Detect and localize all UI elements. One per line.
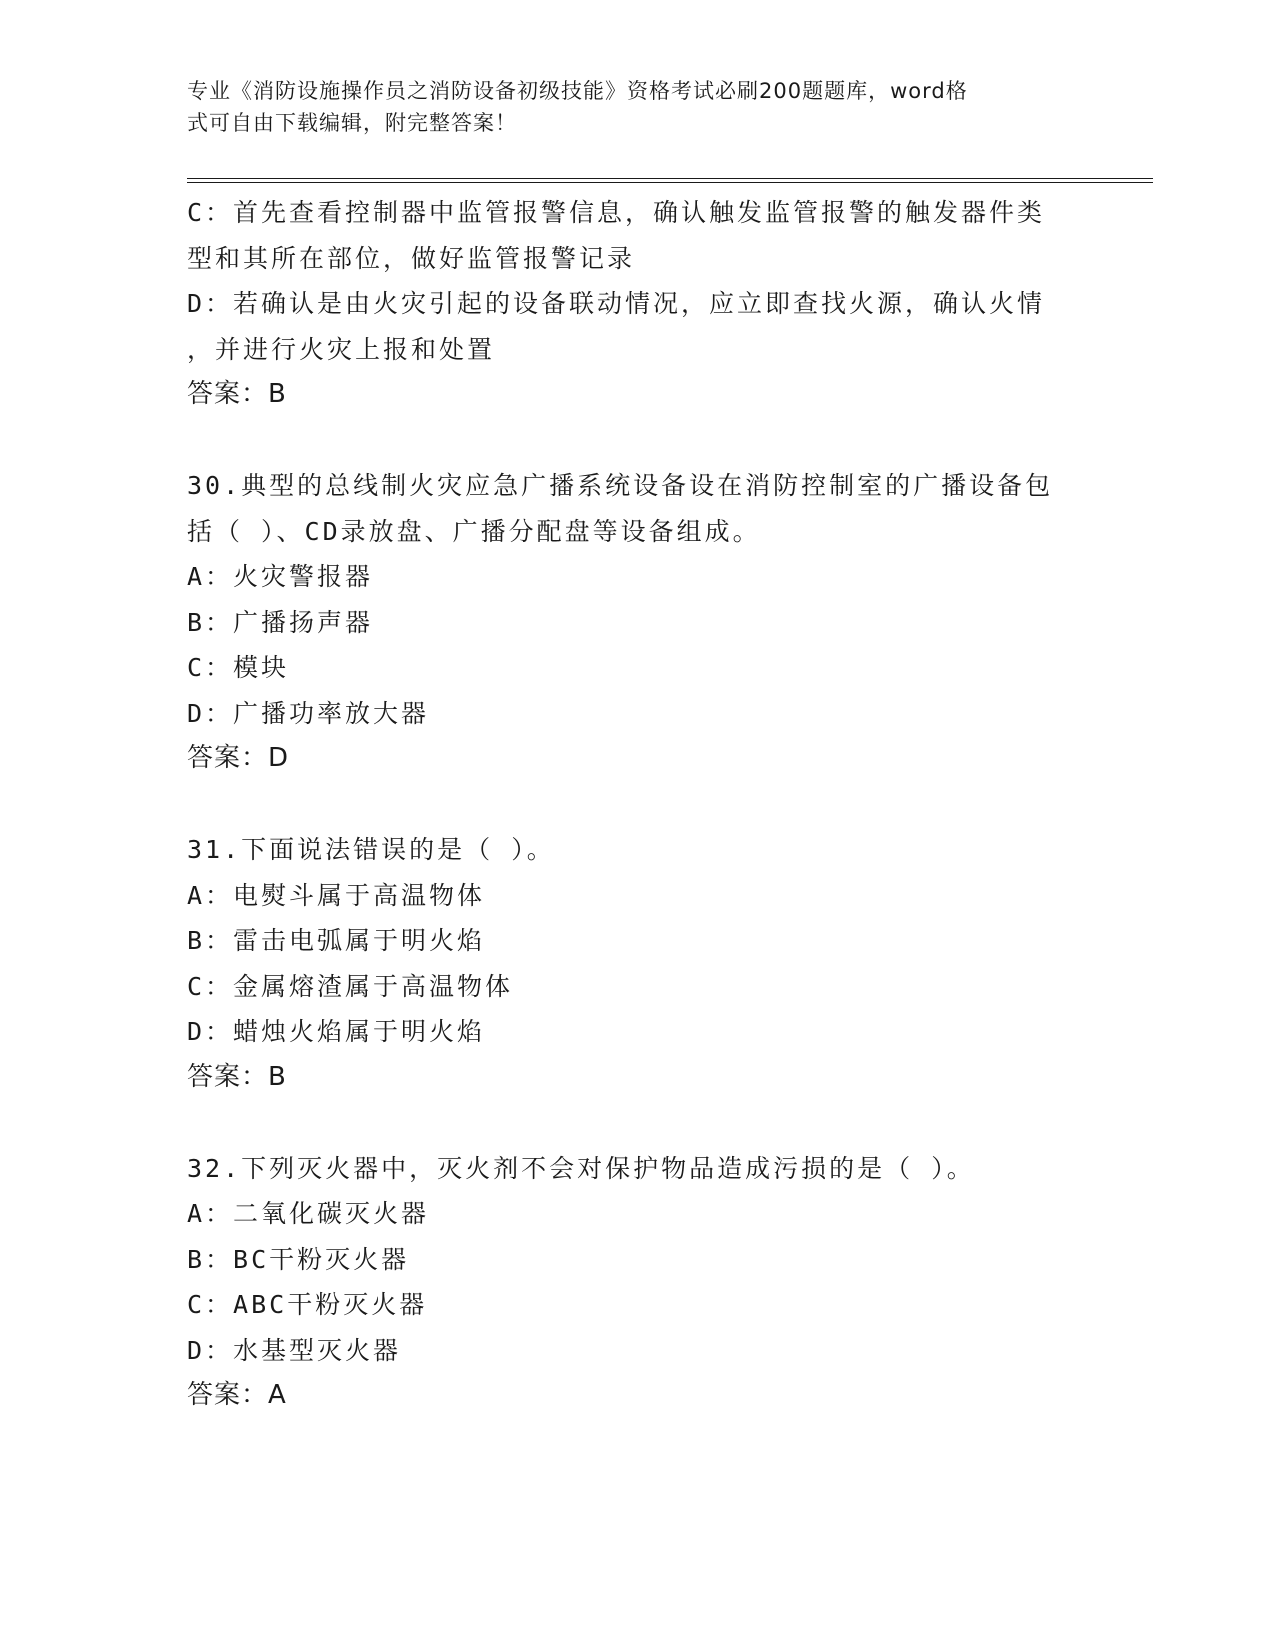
document-header bbox=[187, 75, 1067, 139]
answer-line: 答案：B bbox=[187, 379, 287, 409]
document-body bbox=[187, 190, 1087, 1419]
answer-line: 答案：A bbox=[187, 1380, 287, 1410]
spacer bbox=[187, 418, 1087, 464]
question-31 bbox=[187, 827, 1087, 1100]
option-b: B：雷击电弧属于明火焰 bbox=[187, 926, 486, 955]
header-line-1: 专业《消防设施操作员之消防设备初级技能》资格考试必刷200题题库，word格 bbox=[187, 79, 968, 103]
answer-line: 答案：B bbox=[187, 1061, 287, 1092]
spacer bbox=[187, 782, 1087, 828]
option-d-line-2: ，并进行火灾上报和处置 bbox=[187, 334, 496, 364]
question-30 bbox=[187, 463, 1087, 782]
option-b: B：广播扬声器 bbox=[187, 607, 374, 637]
header-line-2: 式可自由下载编辑，附完整答案！ bbox=[187, 111, 517, 135]
option-c: C：ABC干粉灭火器 bbox=[187, 1290, 428, 1319]
option-c: C：金属熔渣属于高温物体 bbox=[187, 971, 514, 1001]
option-a: A：电熨斗属于高温物体 bbox=[187, 880, 486, 910]
option-d: D：水基型灭火器 bbox=[187, 1335, 402, 1365]
option-a: A：二氧化碳灭火器 bbox=[187, 1199, 430, 1228]
question-stem-line-2: 括（ ）、CD录放盘、广播分配盘等设备组成。 bbox=[187, 516, 761, 546]
header-divider bbox=[187, 178, 1153, 183]
option-c-line-1: C：首先查看控制器中监管报警信息，确认触发监管报警的触发器件类 bbox=[187, 198, 1046, 227]
option-d: D：蜡烛火焰属于明火焰 bbox=[187, 1017, 486, 1046]
option-d-line-1: D：若确认是由火灾引起的设备联动情况，应立即查找火源，确认火情 bbox=[187, 289, 1046, 318]
question-stem-line-1: 32.下列灭火器中，灭火剂不会对保护物品造成污损的是（ ）。 bbox=[187, 1153, 975, 1183]
question-stem-line-1: 30.典型的总线制火灾应急广播系统设备设在消防控制室的广播设备包 bbox=[187, 471, 1054, 500]
option-c: C：模块 bbox=[187, 653, 290, 682]
question-32 bbox=[187, 1146, 1087, 1419]
option-c-line-2: 型和其所在部位，做好监管报警记录 bbox=[187, 243, 636, 273]
option-d: D：广播功率放大器 bbox=[187, 698, 430, 728]
option-a: A：火灾警报器 bbox=[187, 562, 374, 591]
previous-question bbox=[187, 190, 1087, 418]
spacer bbox=[187, 1100, 1087, 1146]
question-stem-line-1: 31.下面说法错误的是（ ）。 bbox=[187, 835, 555, 864]
option-b: B：BC干粉灭火器 bbox=[187, 1244, 410, 1274]
answer-line: 答案：D bbox=[187, 743, 290, 773]
